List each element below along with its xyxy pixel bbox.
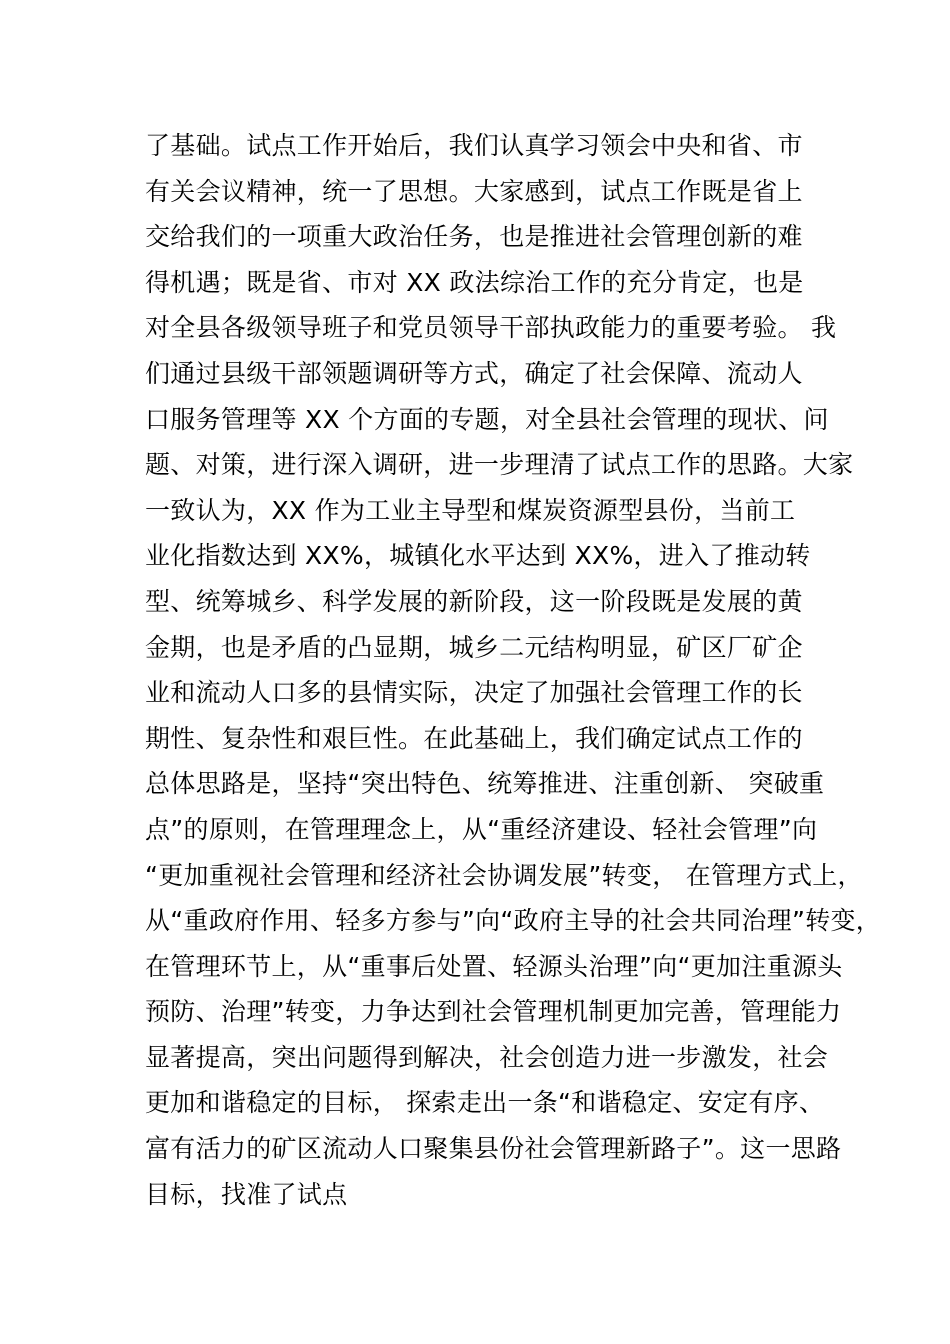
body-paragraph [145, 123, 882, 1217]
text-line: 业和流动人口多的县情实际，决定了加强社会管理工作的长 [145, 678, 803, 708]
text-line: 得机遇；既是省、市对 XX 政法综治工作的充分肯定，也是 [145, 267, 804, 297]
text-line: 目标，找准了试点 [145, 1179, 348, 1209]
text-line: 业化指数达到 XX%，城镇化水平达到 XX%，进入了推动转 [145, 541, 811, 571]
text-line: 富有活力的矿区流动人口聚集县份社会管理新路子”。这一思路 [145, 1134, 842, 1164]
text-line: 了基础。试点工作开始后，我们认真学习领会中央和省、市 [145, 131, 803, 160]
text-line: 在管理环节上，从“重事后处置、轻源头治理”向“更加注重源头 [145, 951, 843, 981]
text-line: 型、统筹城乡、科学发展的新阶段，这一阶段既是发展的黄 [145, 586, 803, 616]
text-line: 口服务管理等 XX 个方面的专题，对全县社会管理的现状、问 [145, 404, 829, 434]
text-line: 交给我们的一项重大政治任务，也是推进社会管理创新的难 [145, 222, 803, 252]
text-line: 从“重政府作用、轻多方参与”向“政府主导的社会共同治理”转变， [145, 906, 882, 936]
text-line: “更加重视社会管理和经济社会协调发展”转变， 在管理方式上， [145, 860, 863, 890]
text-line: 金期，也是矛盾的凸显期，城乡二元结构明显，矿区厂矿企 [145, 632, 803, 662]
text-line: 点”的原则，在管理理念上，从“重经济建设、轻社会管理”向 [145, 814, 818, 844]
text-line: 题、对策，进行深入调研，进一步理清了试点工作的思路。大家 [145, 450, 854, 480]
text-line: 有关会议精神，统一了思想。大家感到，试点工作既是省上 [145, 176, 803, 206]
text-line: 显著提高，突出问题得到解决，社会创造力进一步激发，社会 [145, 1042, 829, 1072]
text-line: 期性、复杂性和艰巨性。在此基础上，我们确定试点工作的 [145, 723, 803, 753]
text-line: 对全县各级领导班子和党员领导干部执政能力的重要考验。 我 [145, 313, 837, 343]
text-line: 更加和谐稳定的目标， 探索走出一条“和谐稳定、安定有序、 [145, 1088, 825, 1118]
text-line: 预防、治理”转变，力争达到社会管理机制更加完善，管理能力 [145, 997, 842, 1027]
text-line: 一致认为，XX 作为工业主导型和煤炭资源型县份，当前工 [145, 495, 796, 525]
text-line: 总体思路是，坚持“突出特色、统筹推进、注重创新、 突破重 [145, 769, 825, 799]
text-line: 们通过县级干部领题调研等方式，确定了社会保障、流动人 [145, 358, 803, 388]
